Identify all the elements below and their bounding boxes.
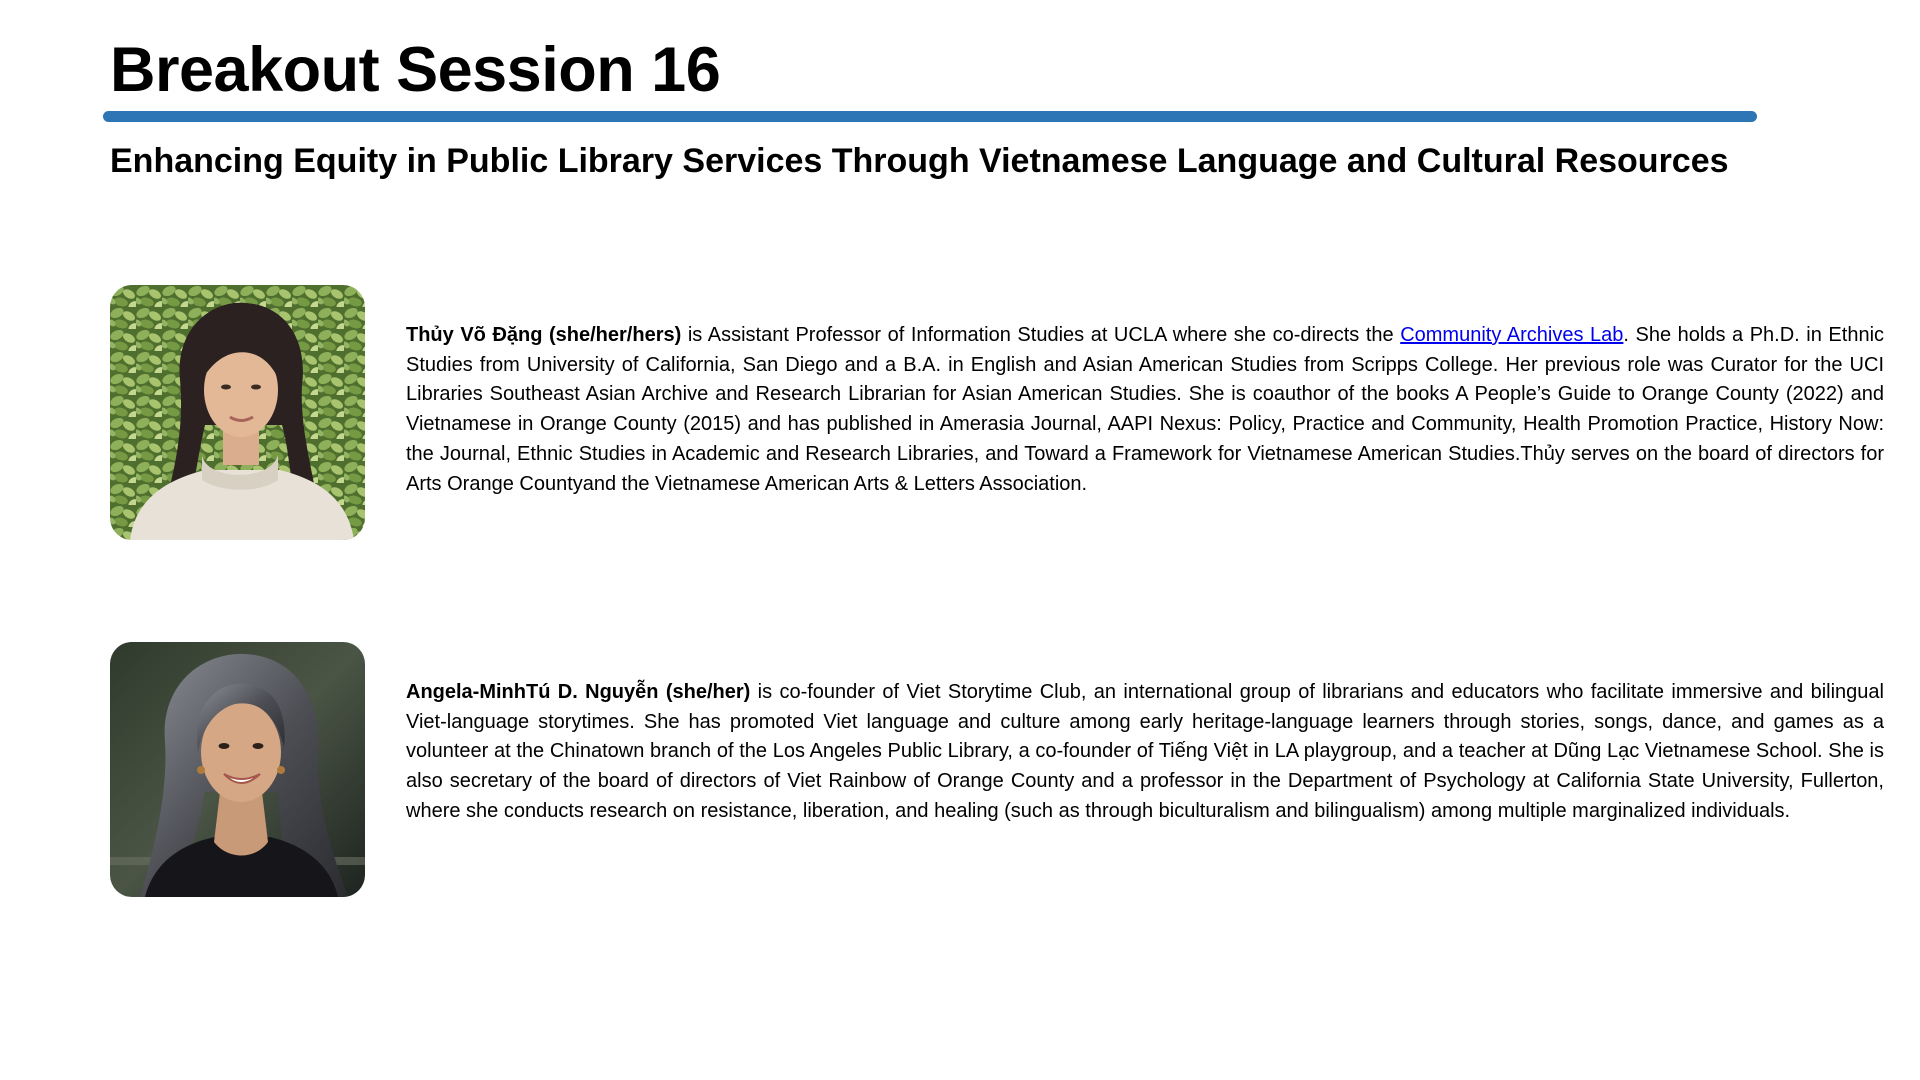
session-subtitle: Enhancing Equity in Public Library Services Through Vietnamese Language and Cultural Resources <box>110 142 1729 180</box>
slide-title: Breakout Session 16 <box>110 35 721 105</box>
bio-text: . She holds a Ph.D. in Ethnic Studies from University of California, San Diego and a B.A. in English and Asian American Studies from Scripps College. Her previous role was Curator for the UCI Libraries Southeast Asian Archive and Research Librarian for Asian American Studies. She is coauthor of the books A People’s Guide to Orange County (2022) and Vietnamese in Orange County (2015) and has published in Amerasia Journal, AAPI Nexus: Policy, Practice and Community, Health Promotion Practice, History Now: the Journal, Ethnic Studies in Academic and Research Libraries, and Toward a Framework for Vietnamese American Studies.Thủy serves on the board of directors for Arts Orange Countyand the Vietnamese American Arts & Letters Association. <box>406 324 1885 495</box>
speaker-photo-angela-minhtu-nguyen <box>110 642 365 897</box>
title-underline-divider <box>103 111 1757 122</box>
bio-text: is co-founder of Viet Storytime Club, an international group of librarians and educators who facilitate immersive and bilingual Viet-language storytimes. She has promoted Viet language and culture among early heritage-language learners through stories, songs, dance, and games as a volunteer at the Chinatown branch of the Los Angeles Public Library, a co-founder of Tiếng Việt in LA playgroup, and a teacher at Dũng Lạc Vietnamese School. She is also secretary of the board of directors of Viet Rainbow of Orange County and a professor in the Department of Psychology at California State University, Fullerton, where she conducts research on resistance, liberation, and healing (such as through biculturalism and bilingualism) among multiple marginalized individuals. <box>406 681 1884 822</box>
bio-text: is Assistant Professor of Information Studies at UCLA where she co-directs the <box>681 324 1401 346</box>
community-archives-lab-link[interactable]: Community Archives Lab <box>1400 324 1624 346</box>
speaker-photo-thuy-vo-dang <box>110 285 365 540</box>
speaker-bio-angela-minhtu-nguyen <box>406 678 1884 827</box>
speaker-name: Thủy Võ Đặng (she/her/hers) <box>406 324 682 346</box>
speaker-bio-thuy-vo-dang <box>406 321 1884 499</box>
speaker-name: Angela-MinhTú D. Nguyễn (she/her) <box>406 681 751 703</box>
